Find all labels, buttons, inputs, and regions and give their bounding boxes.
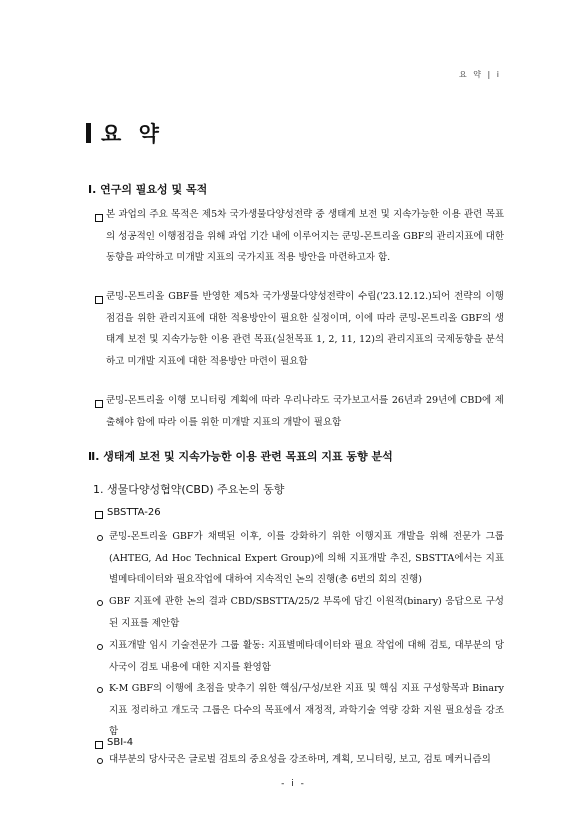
circle-bullet-icon [97, 644, 103, 650]
bullet-paragraph-2: 쿤밍-몬트리올 GBF를 반영한 제5차 국가생물다양성전략이 수립('23.12.12.)되어 전략의 이행점검을 위한 관리지표에 대한 적용방안이 필요한 실정이며, 이에 따라 쿤밍-몬트리올 GBF의 생태계 보전 및 지속가능한 이용 관련 목표(실천목표 1, 2, 11, 12)의 관리지표의 국제동향을 분석하고 미개발 지표에 대한 적용방안 마련이 필요함 [106, 291, 504, 367]
square-bullet-icon [95, 741, 103, 749]
point-paragraph-2: GBF 지표에 관한 논의 결과 CBD/SBSTTA/25/2 부록에 담긴 이원적(binary) 응답으로 구성된 지표를 제안함 [109, 596, 504, 629]
circle-bullet-icon [97, 687, 103, 693]
square-bullet-icon [95, 296, 103, 304]
square-bullet-icon [95, 511, 103, 519]
page-number: - i - [281, 779, 306, 789]
subsection-heading: 1. 생물다양성협약(CBD) 주요논의 동향 [93, 483, 285, 496]
section-heading-1: Ⅰ. 연구의 필요성 및 목적 [88, 183, 208, 196]
circle-bullet-icon [97, 758, 103, 764]
circle-bullet-icon [97, 535, 103, 541]
square-bullet-icon [95, 214, 103, 222]
square-bullet-icon [95, 400, 103, 408]
point-paragraph-4: K-M GBF의 이행에 초점을 맞추기 위한 핵심/구성/보완 지표 및 핵심 지표 구성항목과 Binary 지표 정리하고 개도국 그룹은 다수의 목표에서 재정적, 과학기술 역량 강화 지원 필요성을 강조함 [109, 683, 504, 737]
point-paragraph-3: 지표개발 임시 기술전문가 그룹 활동: 지표별메타데이터와 필요 작업에 대해 검토, 대부분의 당사국이 검토 내용에 대한 지지를 환영함 [109, 640, 504, 673]
title-bar-mark [86, 123, 91, 143]
bullet-paragraph-3: 쿤밍-몬트리올 이행 모니터링 계획에 따라 우리나라도 국가보고서를 26년과 29년에 CBD에 제출해야 함에 따라 이를 위한 미개발 지표의 개발이 필요함 [106, 395, 504, 428]
point-paragraph-5: 대부분의 당사국은 글로벌 검토의 중요성을 강조하며, 계획, 모니터링, 보고, 검토 메커니즘의 [109, 754, 491, 765]
page-title: 요 약 [101, 122, 164, 146]
item-label-sbi: SBI-4 [107, 737, 134, 748]
page-title-block [86, 118, 164, 148]
point-paragraph-1: 쿤밍-몬트리올 GBF가 채택된 이후, 이를 강화하기 위한 이행지표 개발을 위해 전문가 그룹(AHTEG, Ad Hoc Technical Expert Group)에 의해 지표개발 추진, SBSTTA에서는 지표별메타데이터와 필요작업에 대하여 지속적인 논의 진행(총 6번의 회의 진행) [109, 531, 504, 585]
section-heading-2: Ⅱ. 생태계 보전 및 지속가능한 이용 관련 목표의 지표 동향 분석 [88, 450, 393, 463]
running-header: 요 약 | i [458, 70, 501, 79]
bullet-paragraph-1: 본 과업의 주요 목적은 제5차 국가생물다양성전략 중 생태계 보전 및 지속가능한 이용 관련 목표의 성공적인 이행점검을 위해 과업 기간 내에 이루어지는 쿤밍-몬트리올 GBF의 관리지표에 대한 동향을 파악하고 미개발 지표의 국가지표 적용 방안을 마련하고자 함. [106, 209, 504, 263]
item-label-sbstta: SBSTTA-26 [107, 507, 161, 518]
circle-bullet-icon [97, 600, 103, 606]
